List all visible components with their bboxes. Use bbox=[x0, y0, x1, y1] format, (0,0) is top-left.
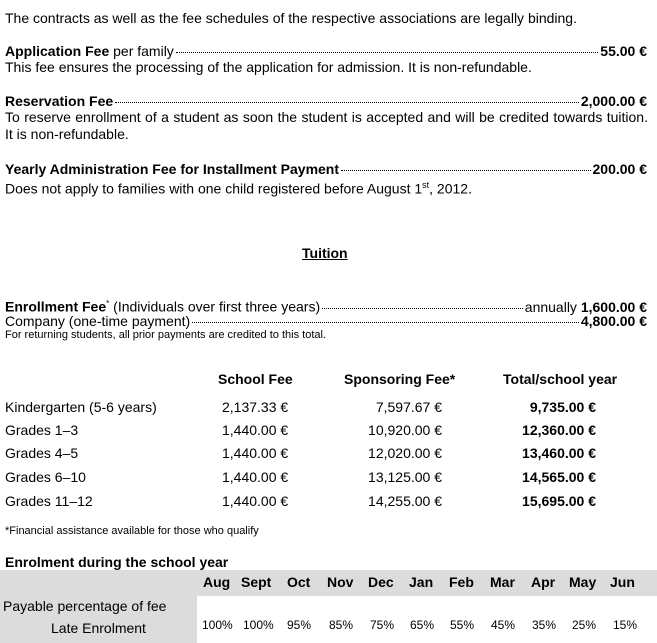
dot-leader bbox=[322, 308, 523, 309]
fee-line-reservation bbox=[5, 93, 647, 109]
dot-leader bbox=[176, 52, 598, 53]
table-row: Grades 4–5 1,440.00 € 12,020.00 € 13,460.00 € bbox=[5, 445, 596, 461]
fee-amount: 2,000.00 € bbox=[580, 93, 647, 109]
percent-cell: 45% bbox=[491, 618, 516, 632]
fee-description: Does not apply to families with one child registered before August 1st, 2012. bbox=[5, 180, 472, 197]
month-header: Aug bbox=[203, 574, 231, 590]
col-header-sponsoring-fee: Sponsoring Fee* bbox=[344, 371, 456, 387]
fee-description: This fee ensures the processing of the application for admission. It is non-refundable. bbox=[5, 59, 532, 75]
fee-line-application bbox=[5, 43, 647, 59]
company-fee-line: Company (one-time payment) 4,800.00 € bbox=[5, 313, 647, 329]
fee-amount: 200.00 € bbox=[592, 161, 647, 177]
month-header: Oct bbox=[287, 574, 311, 590]
tuition-heading: Tuition bbox=[302, 245, 348, 261]
enrolment-heading: Enrolment during the school year bbox=[5, 554, 229, 570]
percent-cell: 75% bbox=[370, 618, 395, 632]
percent-cell: 65% bbox=[410, 618, 435, 632]
fee-suffix: per family bbox=[109, 43, 174, 59]
dot-leader bbox=[115, 102, 579, 103]
fee-name: Application Fee bbox=[5, 43, 110, 59]
col-header-total: Total/school year bbox=[503, 371, 618, 387]
row-label-payable: Payable percentage of fee bbox=[3, 598, 167, 614]
month-header: Jan bbox=[409, 574, 434, 590]
enrollment-note: For returning students, all prior payments are credited to this total. bbox=[5, 329, 326, 341]
table-footnote: *Financial assistance available for those who qualify bbox=[5, 525, 259, 537]
percent-cell: 35% bbox=[532, 618, 557, 632]
percent-cell: 25% bbox=[572, 618, 597, 632]
fee-name: Yearly Administration Fee for Installment Payment bbox=[5, 161, 340, 177]
fee-amount: 55.00 € bbox=[600, 43, 647, 59]
percent-cell: 85% bbox=[329, 618, 354, 632]
month-header: Nov bbox=[327, 574, 354, 590]
row-label-late: Late Enrolment bbox=[51, 620, 146, 636]
month-header: Dec bbox=[368, 574, 394, 590]
fee-line-administration bbox=[5, 161, 647, 177]
month-header: Jun bbox=[610, 574, 635, 590]
month-header: Mar bbox=[490, 574, 515, 590]
percent-cell: 95% bbox=[287, 618, 312, 632]
month-header: Feb bbox=[449, 574, 474, 590]
col-header-school-fee: School Fee bbox=[218, 371, 293, 387]
table-row: Grades 11–12 1,440.00 € 14,255.00 € 15,695.00 € bbox=[5, 493, 596, 509]
fee-name: Reservation Fee bbox=[5, 93, 114, 109]
percent-cell: 15% bbox=[613, 618, 638, 632]
fee-description: To reserve enrollment of a student as soon the student is accepted and will be credited towards tuition. It is non-refundable. bbox=[5, 109, 648, 142]
percent-cell: 55% bbox=[450, 618, 475, 632]
month-header: Apr bbox=[531, 574, 556, 590]
enrollment-fee-line: Enrollment Fee* (Individuals over first three years) annually 1,600.00 € bbox=[5, 298, 647, 315]
dot-leader bbox=[192, 322, 579, 323]
month-header: Sept bbox=[241, 574, 272, 590]
intro-text: The contracts as well as the fee schedules of the respective associations are legally binding. bbox=[5, 10, 577, 26]
percent-cell: 100% bbox=[202, 618, 233, 632]
percent-cell: 100% bbox=[243, 618, 274, 632]
month-header: May bbox=[569, 574, 597, 590]
table-row: Kindergarten (5-6 years) 2,137.33 € 7,597.67 € 9,735.00 € bbox=[5, 399, 596, 415]
table-row: Grades 1–3 1,440.00 € 10,920.00 € 12,360.00 € bbox=[5, 422, 596, 438]
dot-leader bbox=[341, 170, 590, 171]
table-row: Grades 6–10 1,440.00 € 13,125.00 € 14,565.00 € bbox=[5, 469, 596, 485]
